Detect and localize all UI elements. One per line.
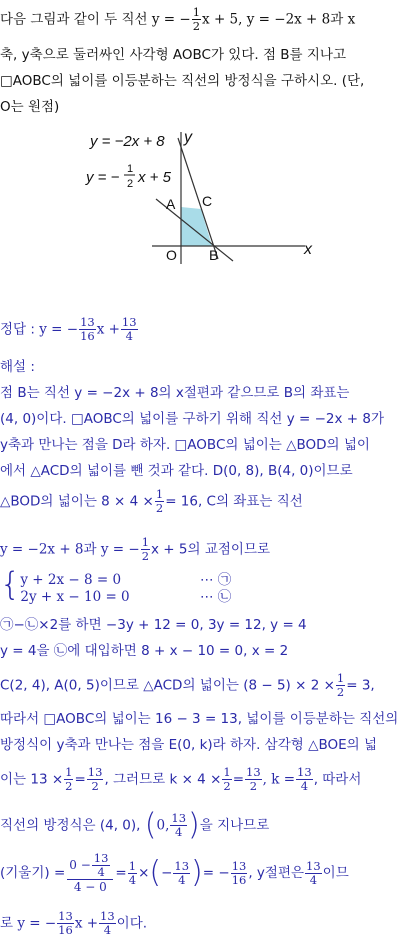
system-tag-2: ⋯ ㉡ (200, 589, 232, 605)
axis-x-label: x (304, 241, 312, 258)
solution-line-4: 에서 △ACD의 넓이를 뺀 것과 같다. D(0, 8), B(4, 0)이므로 (0, 463, 353, 479)
solution-line-10: 따라서 □AOBC의 넓이는 16 − 3 = 13, 넓이를 이등분하는 직선의 (0, 711, 399, 727)
point-C: C (202, 193, 213, 209)
problem-line-2: 축, y축으로 둘러싸인 사각형 AOBC가 있다. 점 B를 지나고 (0, 47, 347, 63)
point-O: O (166, 247, 177, 263)
fraction: $\frac{1}{2}$ (192, 5, 201, 33)
graph-figure (0, 124, 400, 274)
solution-line-12: 이는 13 × $\frac{1}{2}$ = $\frac{13}{2}$ , 그러므로 k × 4 × $\frac{1}{2}$ = $\frac{13}{2}$ , k = $\frac{13}{4}$ , 따라서 (0, 765, 362, 793)
solution-line-15: 로 y = − $\frac{13}{16}$ x + $\frac{13}{4}$ 이다. (0, 909, 148, 937)
label-eq2: y = −2x + 8 (90, 133, 165, 150)
solution-line-5: △BOD의 넓이는 8 × 4 × $\frac{1}{2}$ = 16, C의 좌표는 직선 (0, 487, 303, 515)
solution-line-11: 방정식이 y축과 만나는 점을 E(0, k)라 하자. 삼각형 △BOE의 넓 (0, 737, 378, 753)
solution-line-13: 직선의 방정식은 (4, 0), (0, $\frac{13}{4}$ )을 지나므로 (0, 807, 270, 843)
solution-line-2: (4, 0)이다. □AOBC의 넓이를 구하기 위해 직선 y = −2x + 8가 (0, 411, 384, 427)
label-eq1-post: x + 5 (138, 169, 171, 186)
solution-line-7: ㉠−㉡×2를 하면 −3y + 12 = 0, 3y = 12, y = 4 (0, 617, 307, 633)
solution-line-3: y축과 만나는 점을 D라 하자. □AOBC의 넓이는 △BOD의 넓이 (0, 437, 370, 453)
axis-y-label: y (184, 129, 192, 146)
solution-line-9: C(2, 4), A(0, 5)이므로 △ACD의 넓이는 (8 − 5) × 2 × $\frac{1}{2}$ = 3, (0, 671, 375, 699)
answer-line: 정답 : y = − $\frac{13}{16}$ x + $\frac{13}{4}$ (0, 315, 137, 343)
problem-line-1: 다음 그림과 같이 두 직선 y = − $\frac{1}{2}$ x + 5, y = −2x + 8과 x (0, 5, 356, 33)
problem-line-4: O는 원점) (0, 99, 60, 115)
slope-fraction: 0 − $\frac{13}{4}$ 4 − 0 (67, 852, 113, 894)
point-B: B (209, 247, 219, 263)
system-tag-1: ⋯ ㉠ (200, 572, 232, 588)
label-eq1-pre: y = − (86, 169, 120, 186)
equation-system: { y + 2x − 8 = 0 2y + x − 10 = 0 (0, 565, 130, 605)
solution-line-1: 점 B는 직선 y = −2x + 8의 x절편과 같으므로 B의 좌표는 (0, 385, 350, 401)
solution-line-8: y = 4을 ㉡에 대입하면 8 + x − 10 = 0, x = 2 (0, 643, 289, 659)
solution-title: 해설 : (0, 359, 35, 375)
label-eq1-den: 2 (127, 178, 134, 190)
solution-line-6: y = −2x + 8과 y = − $\frac{1}{2}$ x + 5의 교점이므로 (0, 535, 271, 563)
point-A: A (166, 196, 176, 212)
solution-line-14: (기울기) = 0 − $\frac{13}{4}$ 4 − 0 = $\frac{1}{4}$ ×(− $\frac{13}{4}$ )= − $\frac{13}{16}$ , y절편은 $\frac{13}{4}$ 이므 (0, 851, 349, 894)
label-eq1-num: 1 (127, 163, 134, 175)
problem-line-3: □AOBC의 넓이를 이등분하는 직선의 방정식을 구하시오. (단, (0, 73, 365, 89)
